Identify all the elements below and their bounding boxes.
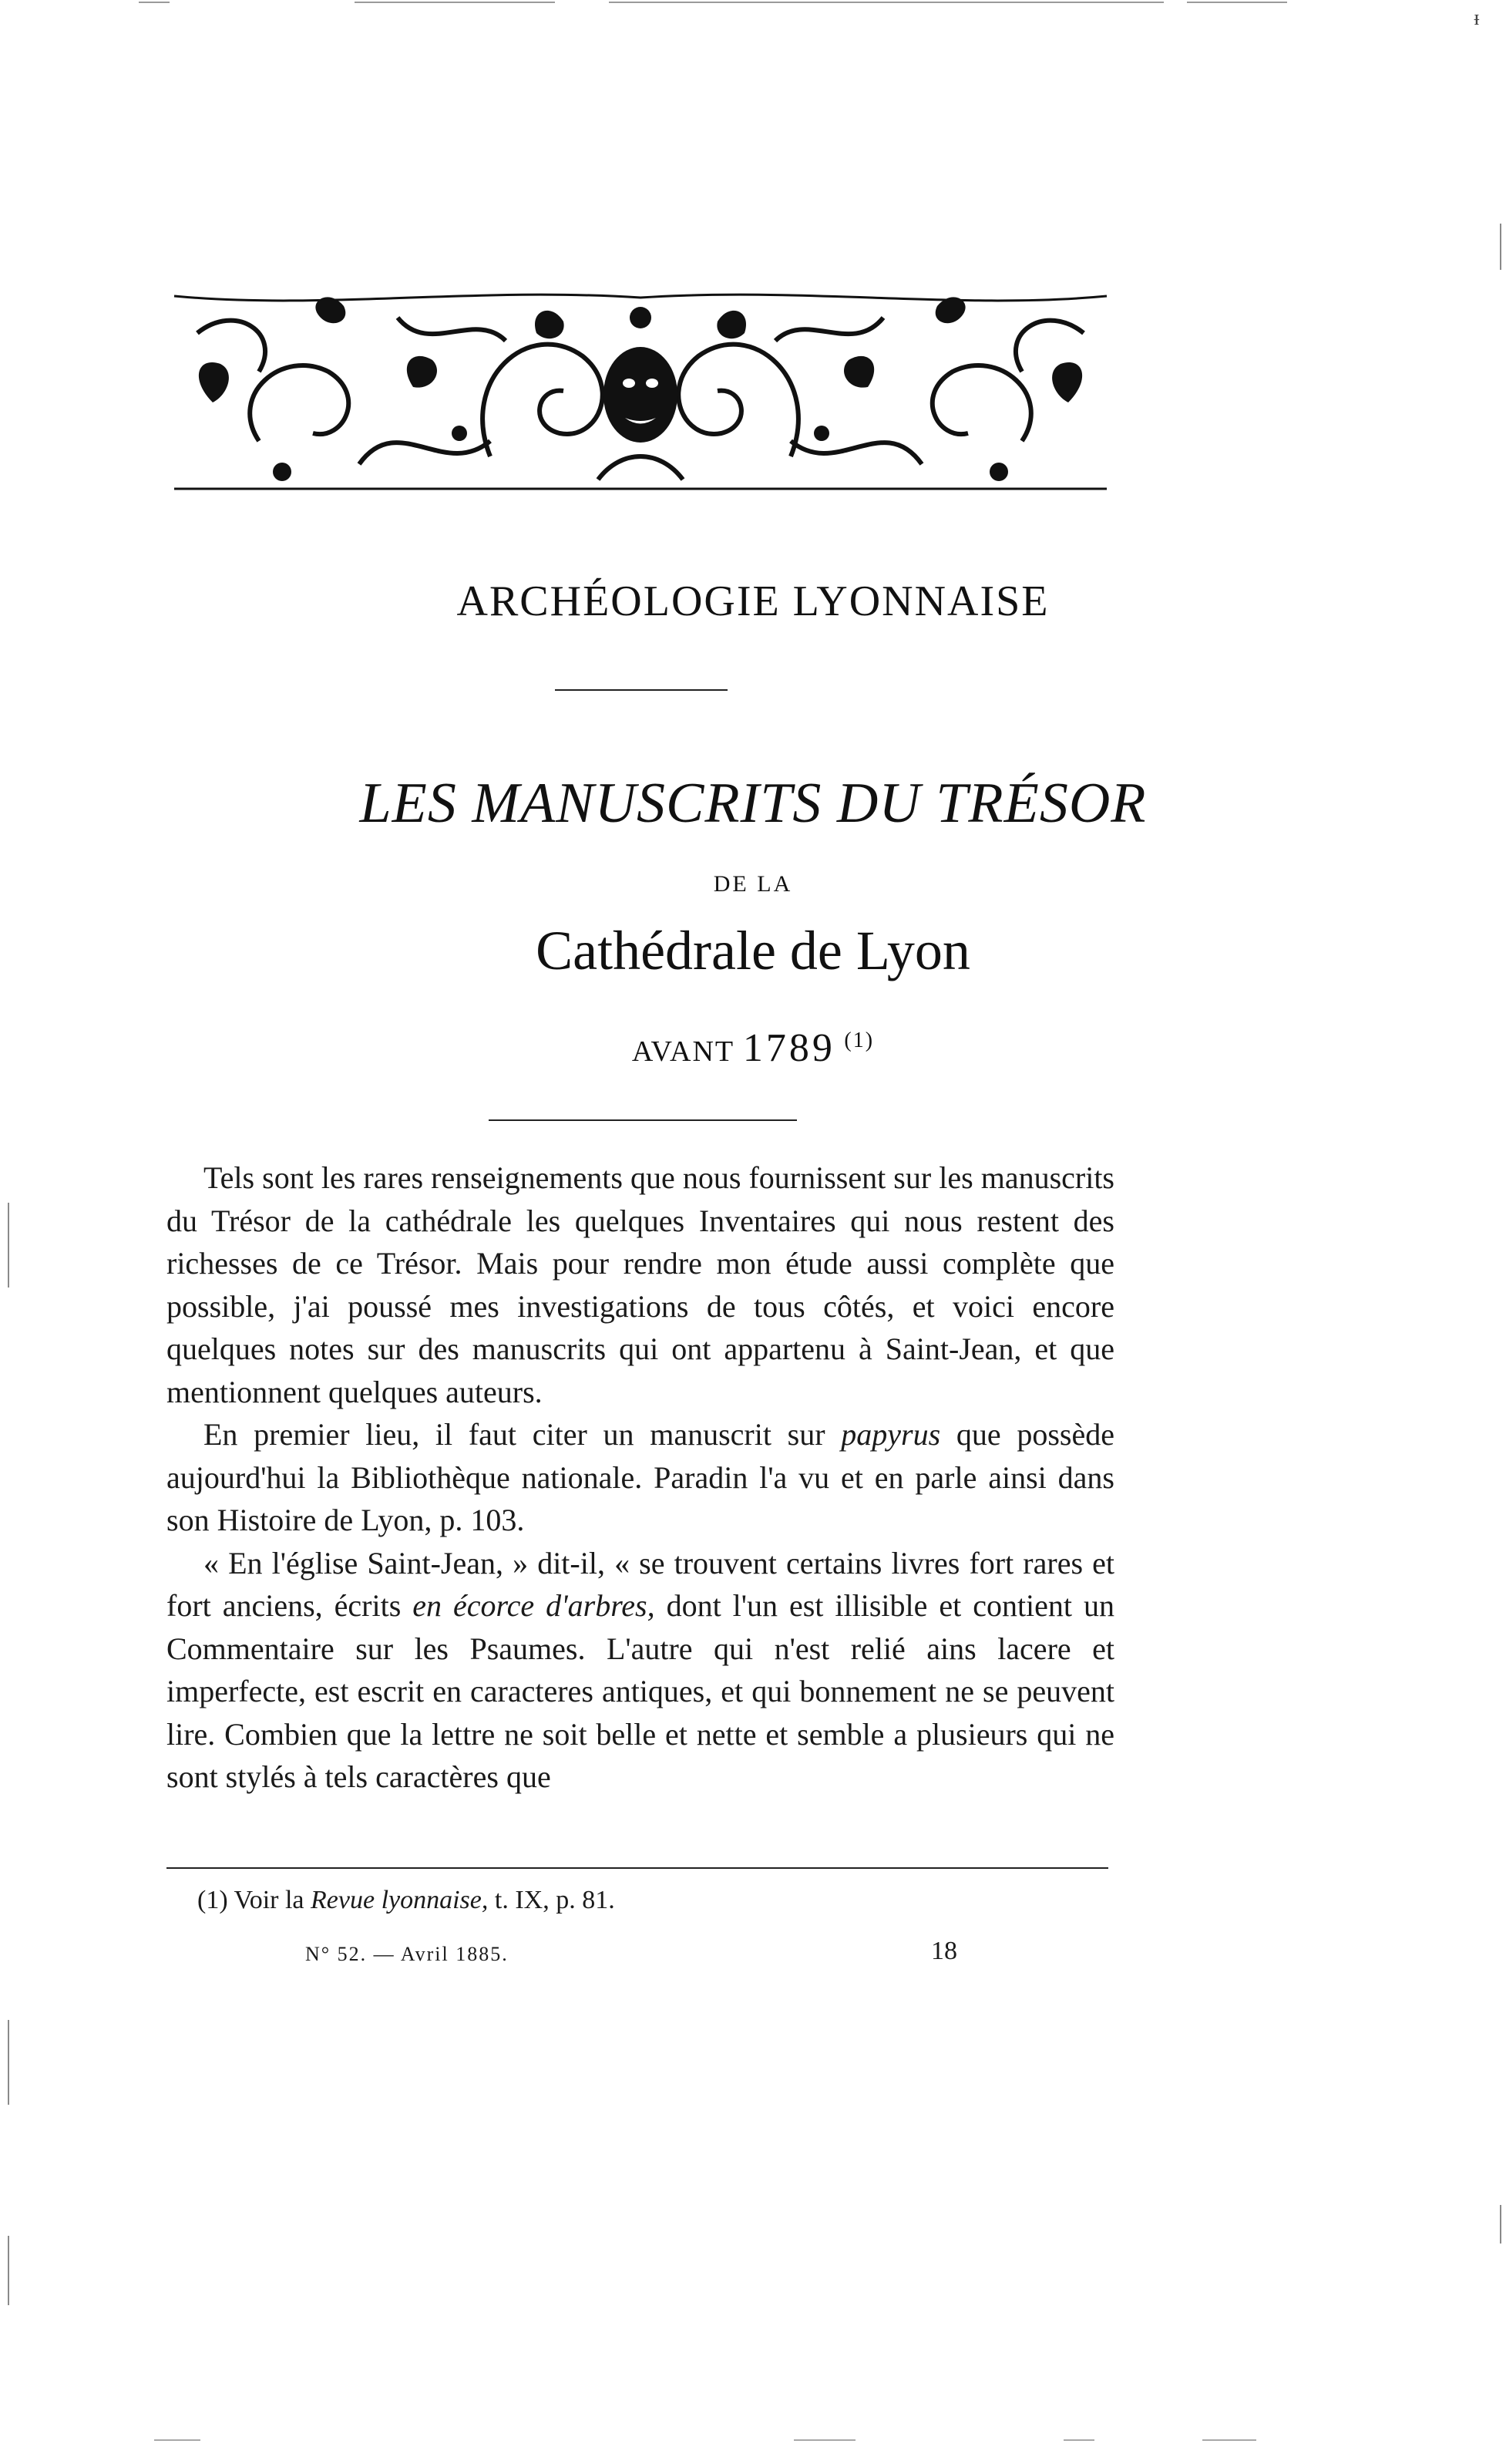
decorative-foliage-headpiece-icon bbox=[166, 287, 1114, 497]
scan-margin-line bbox=[8, 2020, 9, 2105]
scan-margin-line bbox=[1500, 224, 1501, 270]
title-connector: DE LA bbox=[713, 871, 793, 897]
footnote-number: (1) bbox=[197, 1886, 228, 1914]
scan-edge-top bbox=[0, 0, 1506, 5]
issue-signature: N° 52. — Avril 1885. bbox=[305, 1943, 509, 1965]
paragraph: « En l'église Saint-Jean, » dit-il, « se trouvent certains livres fort rares et fort anciens, écrits en écorce d'arbres, dont l'un est illisible et contient un Commentaire sur les Psaumes. L'autre qui n'est relié ains lacere et imperfecte, est escrit en caracteres antiques, et qui bonnement ne se peuvent lire. Combien que la lettre ne soit belle et nette et semble a plusieurs qui ne sont stylés à tels caractères que bbox=[166, 1545, 1115, 1794]
title-year: 1789 bbox=[742, 1026, 835, 1070]
scan-margin-line bbox=[8, 1203, 9, 1288]
article-body bbox=[166, 1156, 1114, 1799]
scan-edge-bottom bbox=[0, 2436, 1506, 2444]
footnote-divider bbox=[166, 1867, 1108, 1869]
article-title: LES MANUSCRITS DU TRÉSOR bbox=[359, 772, 1147, 835]
footnote: (1) Voir la Revue lyonnaise, t. IX, p. 81. bbox=[197, 1886, 615, 1914]
title-avant: AVANT bbox=[631, 1035, 735, 1068]
italic-term: en écorce d'arbres, bbox=[412, 1588, 655, 1623]
paragraph: Tels sont les rares renseignements que nous fournissent sur les manuscrits du Trésor de la cathédrale les quelques Inventaires qui nous restent des richesses de ce Trésor. Mais pour rendre mon étude aussi complète que possible, j'ai poussé mes investigations de tous côtés, et voici encore quelques notes sur des manuscrits qui ont appartenu à Saint-Jean, et que mentionnent quelques auteurs. bbox=[166, 1160, 1114, 1409]
article-subtitle: Cathédrale de Lyon bbox=[536, 920, 970, 981]
page-number: 18 bbox=[931, 1937, 957, 1965]
heading-divider bbox=[555, 689, 728, 691]
title-divider bbox=[489, 1119, 797, 1121]
scan-corner-mark: ᵻ bbox=[1474, 6, 1480, 30]
italic-term: papyrus bbox=[841, 1417, 941, 1452]
journal-title: Revue lyonnaise, bbox=[311, 1886, 489, 1914]
title-date-line bbox=[0, 1025, 1506, 1071]
paragraph: En premier lieu, il faut citer un manuscrit sur papyrus que possède aujourd'hui la Bibliothèque nationale. Paradin l'a vu et en parle ainsi dans son Histoire de Lyon, p. 103. bbox=[166, 1417, 1114, 1537]
section-heading: ARCHÉOLOGIE LYONNAISE bbox=[456, 577, 1050, 625]
scan-margin-line bbox=[1500, 2205, 1501, 2244]
scan-margin-line bbox=[8, 2236, 9, 2305]
footnote-reference: (1) bbox=[844, 1028, 875, 1052]
